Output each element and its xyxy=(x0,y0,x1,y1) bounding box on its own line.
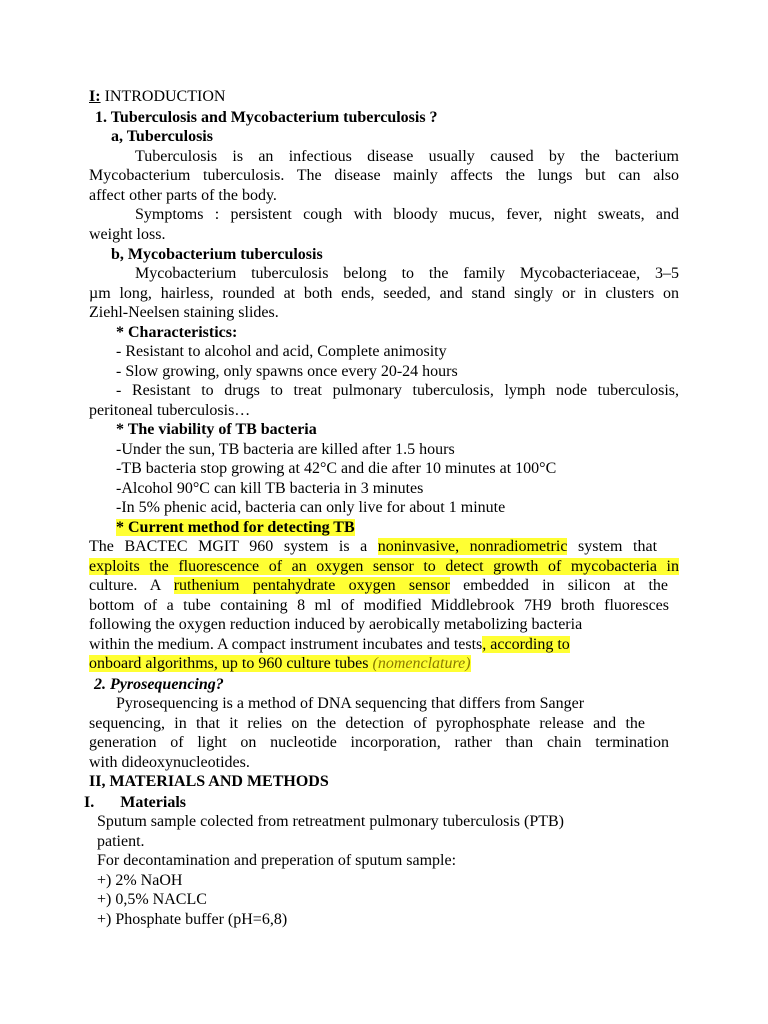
section-heading-introduction xyxy=(89,87,225,107)
paragraph-line: weight loss. xyxy=(89,226,166,243)
subsection-heading-materials xyxy=(84,793,186,813)
paragraph-line: For decontamination and preperation of sputum sample: xyxy=(97,852,457,869)
list-item: +) 0,5% NACLC xyxy=(97,891,207,908)
list-item: +) 2% NaOH xyxy=(97,872,183,889)
section-number: I: xyxy=(89,88,101,105)
highlighted-text: ruthenium pentahydrate oxygen sensor xyxy=(173,577,450,594)
text-run: system that xyxy=(567,538,658,555)
highlighted-text: * Current method for detecting TB xyxy=(116,519,355,536)
paragraph-line xyxy=(89,537,657,557)
section-title: INTRODUCTION xyxy=(104,88,226,105)
paragraph-line: Ziehl-Neelsen staining slides. xyxy=(89,304,279,321)
paragraph-line: Sputum sample colected from retreatment pulmonary tuberculosis (PTB) xyxy=(97,813,564,830)
paragraph-line: µm long, hairless, rounded at both ends, seeded, and stand singly or in clusters on xyxy=(89,285,679,302)
paragraph-line: Mycobacterium tuberculosis. The disease mainly affects the lungs but can also xyxy=(89,167,679,184)
text-run: embedded in silicon at the xyxy=(449,577,669,594)
paragraph-line: following the oxygen reduction induced by aerobically metabolizing bacteria xyxy=(89,616,583,633)
list-item: - Resistant to alcohol and acid, Complete animosity xyxy=(116,343,447,360)
list-item: peritoneal tuberculosis… xyxy=(89,402,251,419)
subsection-heading-1: 1. Tuberculosis and Mycobacterium tuberculosis ? xyxy=(95,109,438,126)
paragraph-line: Tuberculosis is an infectious disease usually caused by the bacterium xyxy=(135,148,679,165)
highlighted-text: noninvasive, nonradiometric xyxy=(377,538,568,555)
characteristics-heading: * Characteristics: xyxy=(116,324,238,341)
paragraph-line xyxy=(89,654,471,674)
nomenclature-note: (nomenclature) xyxy=(372,655,471,672)
paragraph-line: bottom of a tube containing 8 ml of modified Middlebrook 7H9 broth fluoresces xyxy=(89,597,669,614)
text-run: onboard algorithms, up to 960 culture tubes xyxy=(89,655,373,672)
list-item: -Alcohol 90°C can kill TB bacteria in 3 minutes xyxy=(116,480,424,497)
paragraph-line: sequencing, in that it relies on the detection of pyrophosphate release and the xyxy=(89,715,645,732)
list-item: -TB bacteria stop growing at 42°C and die after 10 minutes at 100°C xyxy=(116,460,557,477)
text-run: culture. A xyxy=(89,577,174,594)
paragraph-line: patient. xyxy=(97,833,145,850)
subheading-b: b, Mycobacterium tuberculosis xyxy=(111,246,323,263)
paragraph-line xyxy=(89,576,668,596)
paragraph-line: generation of light on nucleotide incorporation, rather than chain termination xyxy=(89,734,669,751)
highlighted-text: exploits the fluorescence of an oxygen sensor to detect growth of mycobacteria in xyxy=(89,558,679,575)
text-run: The BACTEC MGIT 960 system is a xyxy=(89,538,378,555)
paragraph-line: affect other parts of the body. xyxy=(89,187,277,204)
paragraph-line: with dideoxynucleotides. xyxy=(89,754,250,771)
list-item: -Under the sun, TB bacteria are killed after 1.5 hours xyxy=(116,441,455,458)
list-item: +) Phosphate buffer (pH=6,8) xyxy=(97,911,288,928)
list-item: - Resistant to drugs to treat pulmonary tuberculosis, lymph node tuberculosis, xyxy=(116,382,679,399)
subsection-number: I. xyxy=(84,794,95,811)
subsection-title: Materials xyxy=(120,794,186,811)
viability-heading: * The viability of TB bacteria xyxy=(116,421,317,438)
text-run: within the medium. A compact instrument incubates and tests xyxy=(89,636,483,653)
paragraph-line xyxy=(89,635,570,655)
paragraph-line: Mycobacterium tuberculosis belong to the family Mycobacteriaceae, 3–5 xyxy=(135,265,679,282)
paragraph-line: Symptoms : persistent cough with bloody mucus, fever, night sweats, and xyxy=(135,206,679,223)
subheading-a: a, Tuberculosis xyxy=(111,128,213,145)
subsection-heading-2: 2. Pyrosequencing? xyxy=(94,676,224,693)
highlighted-text xyxy=(89,655,471,672)
list-item: - Slow growing, only spawns once every 20-24 hours xyxy=(116,363,458,380)
method-heading xyxy=(116,518,355,538)
paragraph-line: Pyrosequencing is a method of DNA sequencing that differs from Sanger xyxy=(116,695,585,712)
list-item: -In 5% phenic acid, bacteria can only live for about 1 minute xyxy=(116,499,506,516)
highlighted-text: , according to xyxy=(482,636,570,653)
paragraph-line xyxy=(89,557,679,577)
section-heading-methods: II, MATERIALS AND METHODS xyxy=(89,773,329,790)
